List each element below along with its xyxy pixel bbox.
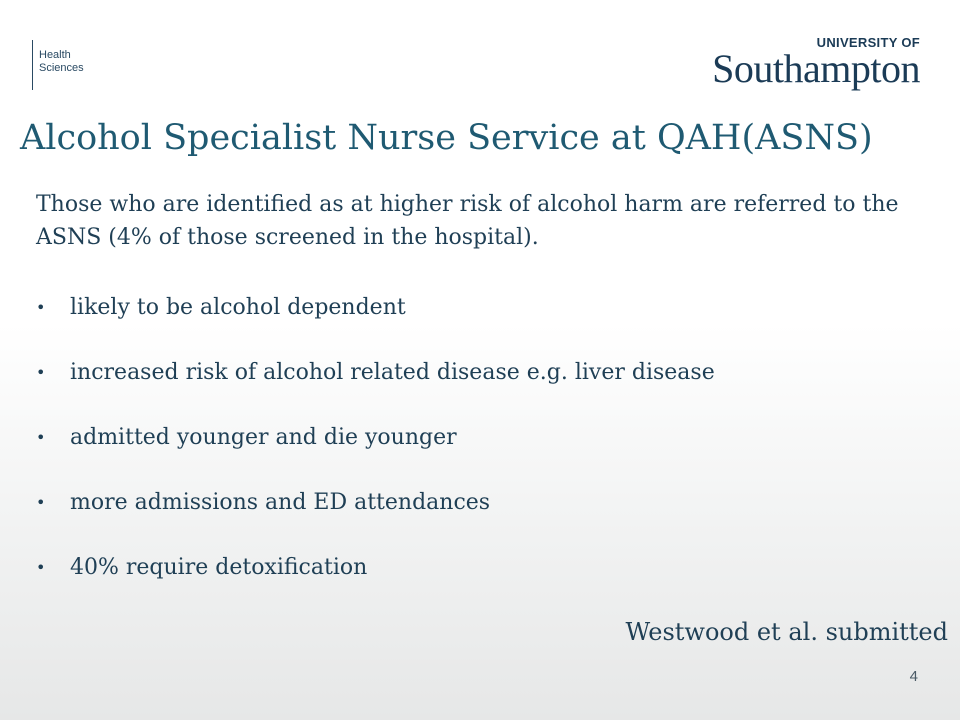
bullet-text: likely to be alcohol dependent [70,295,406,320]
citation: Westwood et al. submitted [625,618,948,646]
bullet-icon: • [36,558,46,577]
bullet-icon: • [36,428,46,447]
intro-paragraph: Those who are identified as at higher risk of alcohol harm are referred to the ASNS (4% of those screened in the hospital). [36,192,899,250]
university-logo-top: UNIVERSITY OF [816,35,920,50]
dept-line-2: Sciences [39,62,84,74]
page-number: 4 [909,668,918,685]
bullet-item [36,485,715,550]
bullet-list [36,290,715,615]
university-logo-main: Southampton [712,46,920,91]
dept-line-1: Health [39,49,71,61]
bullet-item [36,355,715,420]
bullet-item [36,420,715,485]
bullet-text: admitted younger and die younger [70,425,457,450]
health-sciences-tag [32,40,84,90]
bullet-text: increased risk of alcohol related disease e.g. liver disease [70,360,715,385]
slide-title: Alcohol Specialist Nurse Service at QAH(ASNS) [20,118,873,158]
bullet-item [36,290,715,355]
bullet-text: more admissions and ED attendances [70,490,491,515]
bullet-text: 40% require detoxification [70,555,368,580]
university-logo [712,35,920,91]
bullet-item [36,550,715,615]
bullet-icon: • [36,363,46,382]
bullet-icon: • [36,298,46,317]
bullet-icon: • [36,493,46,512]
